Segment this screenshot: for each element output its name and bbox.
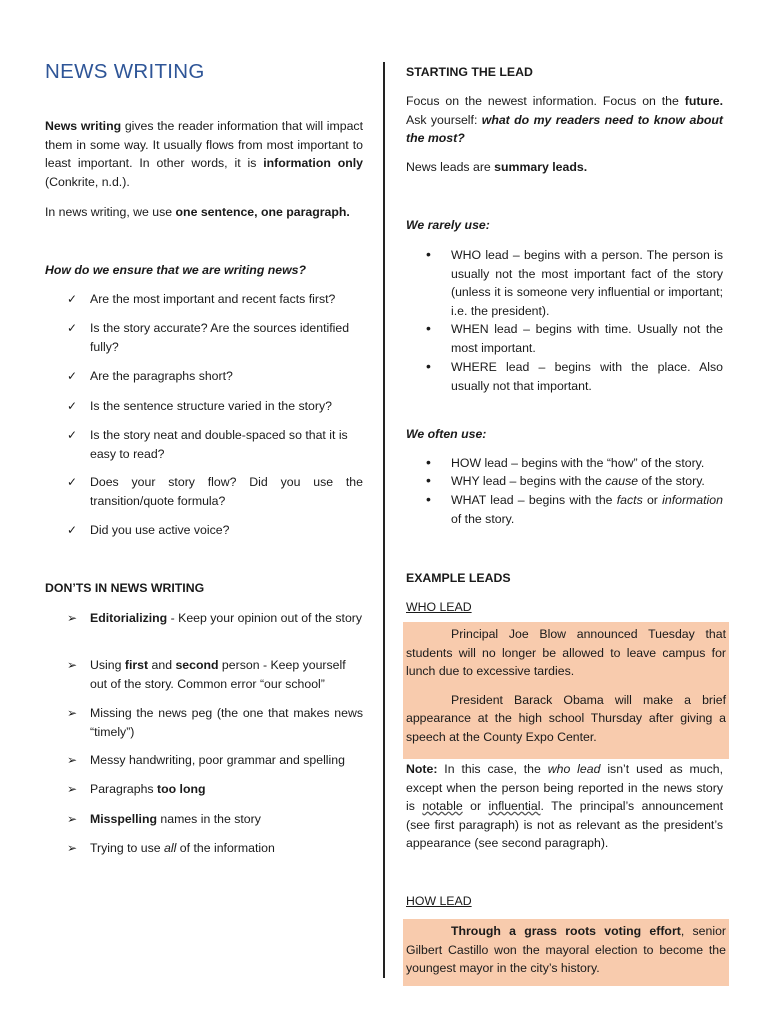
checklist-question: How do we ensure that we are writing news?	[45, 263, 307, 277]
donts-item: ➢ Editorializing - Keep your opinion out of the story	[45, 609, 363, 628]
intro-paragraph	[45, 117, 363, 191]
arrow-bullet-icon: ➢	[67, 782, 78, 796]
check-icon: ✓	[67, 523, 78, 537]
how-lead-label: HOW LEAD	[406, 894, 472, 908]
bullet-icon: •	[426, 454, 431, 470]
donts-item: ➢ Misspelling names in the story	[45, 810, 363, 829]
arrow-bullet-icon: ➢	[67, 706, 78, 720]
donts-item: ➢ Using first and second person - Keep yourself out of the story. Common error “our school”	[67, 658, 346, 691]
donts-item: ➢ Messy handwriting, poor grammar and spelling	[45, 751, 363, 770]
bullet-icon: •	[426, 246, 431, 262]
donts-item: ➢ Trying to use all of the information	[45, 839, 363, 858]
page-title: NEWS WRITING	[45, 60, 205, 83]
starting-lead-heading: STARTING THE LEAD	[406, 65, 533, 79]
check-icon: ✓	[67, 428, 78, 442]
who-lead-examples	[403, 622, 729, 759]
donts-heading: DON’TS IN NEWS WRITING	[45, 581, 205, 595]
checklist-item: ✓ Are the most important and recent facts first?	[45, 290, 363, 309]
intro-text-1: gives the reader information that will impact them in some way. It usually flows from most important to least important. In other words, it is	[45, 119, 363, 170]
who-lead-label: WHO LEAD	[406, 600, 472, 614]
who-example-2: President Barack Obama will make a brief appearance at the high school Thursday after giving a speech at the County Expo Center.	[406, 692, 726, 744]
often-use-heading: We often use:	[406, 427, 487, 441]
bullet-icon: •	[426, 491, 431, 507]
checklist-item: ✓ Is the sentence structure varied in the story?	[45, 397, 363, 416]
example-leads-heading: EXAMPLE LEADS	[406, 571, 511, 585]
checklist-item: ✓ Does your story flow? Did you use the transition/quote formula?	[67, 475, 363, 508]
checklist-item: ✓ Is the story accurate? Are the sources identified fully?	[67, 321, 350, 354]
focus-paragraph: Focus on the newest information. Focus on the future. Ask yourself: what do my readers need to know about the most?	[406, 94, 723, 145]
sentence-text: In news writing, we use	[45, 205, 176, 219]
check-icon: ✓	[67, 399, 78, 413]
rarely-item: • WHO lead – begins with a person. The person is usually not the most important fact of the story (unless it is someone very influential or important; i.e. the president).	[426, 246, 723, 318]
checklist-item: ✓ Is the story neat and double-spaced so that it is easy to read?	[67, 428, 348, 461]
intro-bold-1: News writing	[45, 119, 122, 133]
intro-bold-2: information only	[263, 156, 363, 170]
intro-text-2: (Conkrite, n.d.).	[45, 174, 130, 189]
often-item: • WHY lead – begins with the cause of the story.	[426, 472, 705, 488]
rarely-item: • WHEN lead – begins with time. Usually not the most important.	[426, 320, 723, 355]
note-paragraph: Note: In this case, the who lead isn’t used as much, except when the person being reported in the news story is notable or influential. The principal’s announcement (see first paragraph) is not as relevant as the president’s appearance (see second paragraph).	[406, 762, 723, 850]
check-icon: ✓	[67, 321, 78, 335]
donts-item: ➢ Missing the news peg (the one that makes news “timely”)	[67, 706, 363, 739]
donts-item: ➢ Paragraphs too long	[45, 780, 363, 799]
checklist-item: ✓ Did you use active voice?	[45, 521, 363, 540]
check-icon: ✓	[67, 475, 78, 489]
rarely-item: • WHERE lead – begins with the place. Also usually not that important.	[426, 358, 723, 393]
often-item: • WHAT lead – begins with the facts or information of the story.	[426, 491, 723, 526]
who-example-1: Principal Joe Blow announced Tuesday that students will no longer be allowed to leave campus for lunch due to excessive tardies.	[406, 627, 726, 678]
arrow-bullet-icon: ➢	[67, 812, 78, 826]
check-icon: ✓	[67, 292, 78, 306]
sentence-bold: one sentence, one paragraph.	[175, 205, 350, 219]
summary-leads-paragraph: News leads are summary leads.	[406, 160, 588, 174]
check-icon: ✓	[67, 369, 78, 383]
rarely-use-heading: We rarely use:	[406, 218, 490, 232]
column-divider	[383, 62, 385, 978]
often-item: • HOW lead – begins with the “how” of the story.	[426, 454, 705, 470]
bullet-icon: •	[426, 320, 431, 336]
arrow-bullet-icon: ➢	[67, 841, 78, 855]
checklist-item: ✓ Are the paragraphs short?	[45, 367, 363, 386]
bullet-icon: •	[426, 472, 431, 488]
arrow-bullet-icon: ➢	[67, 658, 78, 672]
arrow-bullet-icon: ➢	[67, 611, 78, 625]
how-lead-example: Through a grass roots voting effort, senior Gilbert Castillo won the mayoral election to become the youngest mayor in the city’s history.	[403, 919, 729, 986]
arrow-bullet-icon: ➢	[67, 753, 78, 767]
bullet-icon: •	[426, 358, 431, 374]
one-sentence-paragraph	[45, 203, 363, 222]
